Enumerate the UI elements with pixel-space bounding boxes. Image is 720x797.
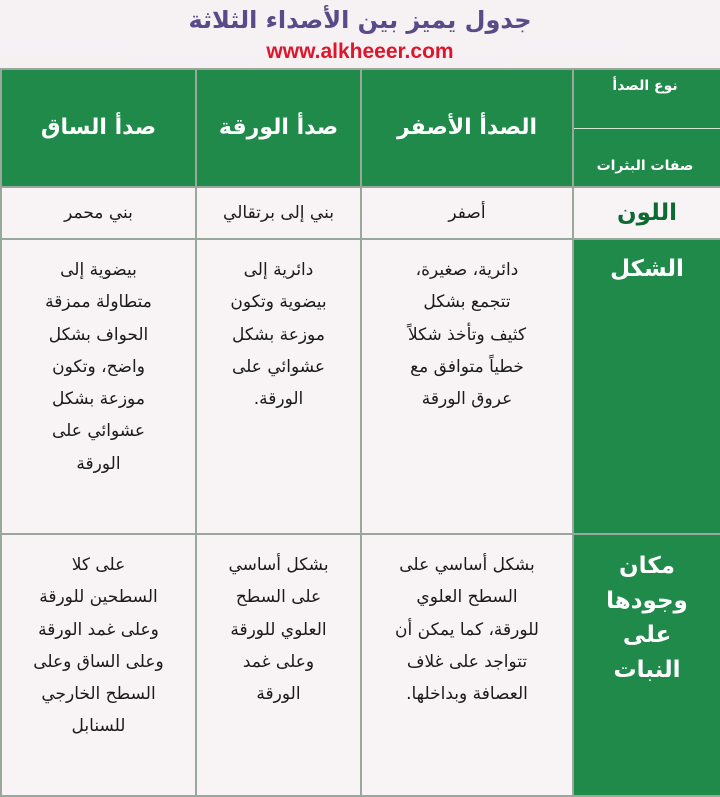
table-header-row: [1, 69, 720, 187]
cell-shape-leaf-rust: دائرية إلى بيضوية وتكون موزعة بشكل عشوائي على الورقة.: [196, 239, 361, 534]
column-header-leaf-rust: صدأ الورقة: [196, 69, 361, 187]
cell-shape-yellow-rust: دائرية، صغيرة، تتجمع بشكل كثيف وتأخذ شكلاً خطياً متوافق مع عروق الورقة: [361, 239, 573, 534]
cell-shape-stem-rust: بيضوية إلى متطاولة ممزقة الحواف بشكل واضح، وتكون موزعة بشكل عشوائي على الورقة: [1, 239, 196, 534]
comparison-table: [0, 68, 720, 797]
cell-color-stem-rust: بني محمر: [1, 187, 196, 239]
table-row-shape: [1, 239, 720, 534]
pustule-traits-label: صفات البثرات: [596, 158, 694, 174]
table-row-color: [1, 187, 720, 239]
row-label-color: اللون: [573, 187, 720, 239]
row-label-location: مكان وجودها على النبات: [606, 553, 688, 683]
row-label-location-cell: [573, 534, 720, 796]
page-title: جدول يميز بين الأصداء الثلاثة: [188, 6, 532, 34]
website-url: www.alkheeer.com: [266, 40, 454, 63]
table-row-location: [1, 534, 720, 796]
row-label-shape: الشكل: [610, 256, 684, 282]
cell-color-yellow-rust: أصفر: [361, 187, 573, 239]
row-label-shape-cell: [573, 239, 720, 534]
header-corner-cell: [573, 69, 720, 187]
cell-color-leaf-rust: بني إلى برتقالي: [196, 187, 361, 239]
corner-divider: [574, 128, 720, 129]
column-header-yellow-rust: الصدأ الأصفر: [361, 69, 573, 187]
cell-location-yellow-rust: بشكل أساسي على السطح العلوي للورقة، كما يمكن أن تتواجد على غلاف العصافة وبداخلها.: [361, 534, 573, 796]
rust-type-label: نوع الصدأ: [612, 78, 678, 94]
column-header-stem-rust: صدأ الساق: [1, 69, 196, 187]
cell-location-stem-rust: على كلا السطحين للورقة وعلى غمد الورقة وعلى الساق وعلى السطح الخارجي للسنابل: [1, 534, 196, 796]
cell-location-leaf-rust: بشكل أساسي على السطح العلوي للورقة وعلى غمد الورقة: [196, 534, 361, 796]
